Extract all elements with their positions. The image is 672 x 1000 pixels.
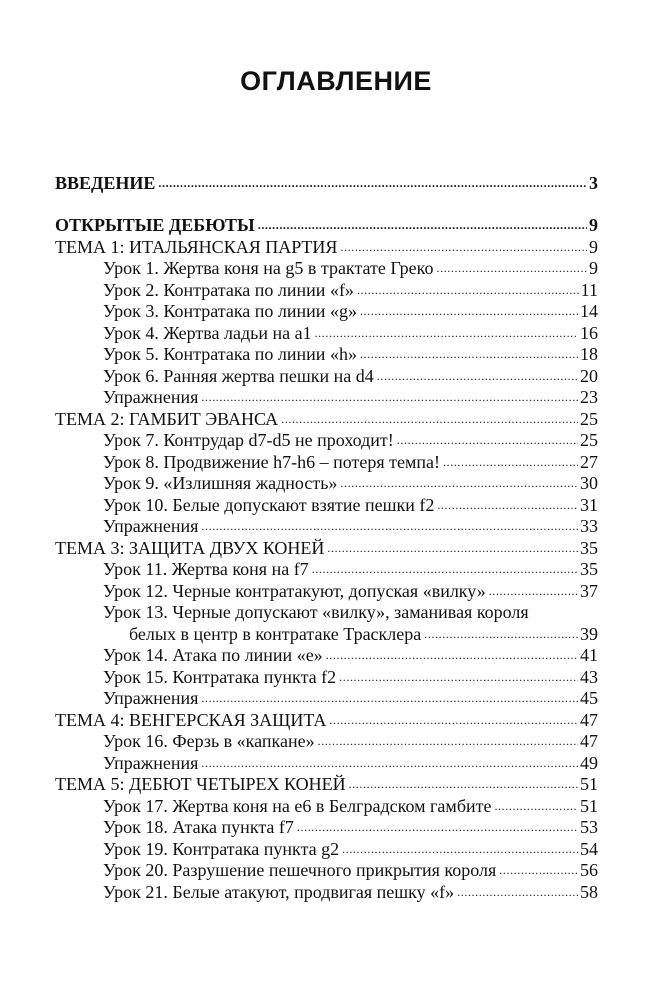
toc-entry-page: 49 <box>580 752 598 773</box>
dot-leader <box>494 795 578 817</box>
dot-leader <box>457 881 578 903</box>
toc-entry-label: Урок 15. Контратака пункта f2 <box>103 666 337 687</box>
toc-entry <box>103 730 598 752</box>
toc-entry-label: Урок 4. Жертва ладьи на a1 <box>103 322 312 343</box>
dot-leader <box>342 838 578 860</box>
toc-entry <box>103 881 598 903</box>
toc-entry <box>103 343 598 365</box>
toc-entry-page: 51 <box>580 795 598 816</box>
toc-entry-page: 53 <box>580 817 598 837</box>
toc-entry-page: 33 <box>580 516 598 536</box>
toc-entry-page: 43 <box>580 666 598 687</box>
toc-entry-page: 20 <box>580 365 598 386</box>
toc-entry-label: Урок 20. Разрушение пешечного прикрытия короля <box>103 860 497 880</box>
toc-entry <box>103 558 598 580</box>
dot-leader <box>315 322 578 344</box>
dot-leader <box>349 773 578 795</box>
dot-leader <box>201 386 578 408</box>
dot-leader <box>281 408 578 430</box>
toc-entry-label: Урок 8. Продвижение h7-h6 – потеря темпа! <box>103 451 441 472</box>
toc-entry <box>103 279 598 301</box>
toc-entry-label: Упражнения <box>103 516 199 536</box>
toc-entry-label: ОТКРЫТЫЕ ДЕБЮТЫ <box>55 215 255 235</box>
toc-entry-page: 3 <box>589 173 598 193</box>
dot-leader <box>397 429 578 451</box>
dot-leader <box>326 644 578 666</box>
toc-entry-label: Урок 10. Белые допускают взятие пешки f2 <box>103 494 435 515</box>
toc-entry <box>103 472 598 494</box>
dot-leader <box>297 816 578 838</box>
toc-entry-label: Урок 5. Контратака по линии «h» <box>103 344 357 364</box>
dot-leader <box>327 537 578 559</box>
dot-leader <box>360 300 578 322</box>
dot-leader <box>424 623 578 645</box>
toc-entry-page: 9 <box>589 258 598 278</box>
dot-leader <box>340 236 587 258</box>
toc-entry-label: Урок 17. Жертва коня на e6 в Белградском гамбите <box>103 795 492 816</box>
toc-entry <box>103 300 598 322</box>
toc-entry-page: 18 <box>580 344 598 364</box>
toc-entry-page: 16 <box>580 322 598 343</box>
toc-entry-label: Урок 1. Жертва коня на g5 в трактате Греко <box>103 258 434 278</box>
toc-entry <box>103 451 598 473</box>
dot-leader <box>357 279 579 301</box>
toc-entry-label: Урок 9. «Излишняя жадность» <box>103 473 338 493</box>
dot-leader <box>437 257 588 279</box>
toc-entry <box>103 580 598 602</box>
dot-leader <box>201 687 578 709</box>
toc-entry <box>103 795 598 817</box>
dot-leader <box>329 709 578 731</box>
toc-entry <box>103 257 598 279</box>
toc-entry <box>55 709 598 731</box>
toc-entry-label: Урок 16. Ферзь в «капкане» <box>103 731 315 751</box>
toc-entry <box>55 172 598 194</box>
dot-leader <box>499 859 578 881</box>
toc-entry <box>103 859 598 881</box>
toc-entry-page: 35 <box>580 537 598 558</box>
dot-leader <box>318 730 578 752</box>
toc-entry <box>103 429 598 451</box>
toc-entry-page: 9 <box>589 236 598 257</box>
toc-entry-page: 51 <box>580 774 598 794</box>
toc-entry-page: 47 <box>580 709 598 730</box>
toc-entry-page: 9 <box>589 215 598 235</box>
toc-entry-page: 35 <box>580 559 598 579</box>
toc-entry-page: 31 <box>580 494 598 515</box>
toc-entry <box>103 666 598 688</box>
toc-entry <box>103 494 598 516</box>
toc-entry-label: ТЕМА 1: ИТАЛЬЯНСКАЯ ПАРТИЯ <box>55 236 338 257</box>
toc-entry-page: 25 <box>580 408 598 429</box>
toc-entry-label: белых в центр в контратаке Трасклера <box>129 623 422 644</box>
toc-entry-page: 58 <box>580 881 598 902</box>
toc-entry <box>103 515 598 537</box>
toc-entry <box>103 816 598 838</box>
toc-entry-label: Урок 14. Атака по линии «e» <box>103 645 323 665</box>
toc-entry <box>55 214 598 236</box>
toc-entry-page: 39 <box>580 623 598 644</box>
dot-leader <box>340 472 578 494</box>
toc-entry-label: ТЕМА 2: ГАМБИТ ЭВАНСА <box>55 408 279 429</box>
toc-entry-label: Урок 12. Черные контратакуют, допуская «вилку» <box>103 580 486 601</box>
toc-entry <box>103 386 598 408</box>
page-title: ОГЛАВЛЕНИЕ <box>240 66 432 96</box>
toc-entry-page: 41 <box>580 645 598 665</box>
dot-leader <box>443 451 578 473</box>
toc-entry-page: 45 <box>580 688 598 708</box>
toc-entry-label: ТЕМА 4: ВЕНГЕРСКАЯ ЗАЩИТА <box>55 709 327 730</box>
toc-entry-label: Урок 2. Контратака по линии «f» <box>103 279 354 300</box>
dot-leader <box>201 515 578 537</box>
toc-entry-label: Упражнения <box>103 387 199 407</box>
toc-entry-page: 27 <box>580 451 598 472</box>
toc-entry-page: 23 <box>580 387 598 407</box>
toc-entry-page: 30 <box>580 473 598 493</box>
toc-entry-label: Урок 18. Атака пункта f7 <box>103 817 294 837</box>
toc-entry <box>103 322 598 344</box>
toc-entry-label: Урок 21. Белые атакуют, продвигая пешку «f» <box>103 881 455 902</box>
dot-leader <box>312 558 578 580</box>
toc-entry <box>103 752 598 774</box>
toc-entry-page: 54 <box>580 838 598 859</box>
toc-entry-label: ВВЕДЕНИЕ <box>55 173 156 193</box>
toc-entry <box>103 687 598 709</box>
toc-entry-label: Упражнения <box>103 688 199 708</box>
toc-entry <box>55 773 598 795</box>
toc-entry <box>103 365 598 387</box>
toc-entry <box>103 838 598 860</box>
toc-entry-label: Урок 7. Контрудар d7-d5 не проходит! <box>103 430 394 450</box>
toc-entry-page: 56 <box>580 860 598 880</box>
dot-leader <box>437 494 578 516</box>
toc-entry-label: Урок 13. Черные допускают «вилку», заманивая короля <box>103 602 529 622</box>
toc-entry <box>55 537 598 559</box>
toc-entry-page: 25 <box>580 430 598 450</box>
dot-leader <box>377 365 578 387</box>
toc-entry-page: 37 <box>580 580 598 601</box>
dot-leader <box>489 580 578 602</box>
dot-leader <box>339 666 578 688</box>
toc-entry-label: Упражнения <box>103 752 199 773</box>
toc-entry-page: 11 <box>580 279 598 300</box>
toc-entry-page: 47 <box>580 731 598 751</box>
toc-entry-label: ТЕМА 5: ДЕБЮТ ЧЕТЫРЕХ КОНЕЙ <box>55 774 346 794</box>
toc-entry-label: Урок 3. Контратака по линии «g» <box>103 301 357 321</box>
toc-entry <box>55 236 598 258</box>
toc-entry-label: ТЕМА 3: ЗАЩИТА ДВУХ КОНЕЙ <box>55 537 325 558</box>
dot-leader <box>201 752 578 774</box>
toc-entry-label: Урок 6. Ранняя жертва пешки на d4 <box>103 365 374 386</box>
toc-entry-page: 14 <box>580 301 598 321</box>
toc-entry-label: Урок 19. Контратака пункта g2 <box>103 838 340 859</box>
dot-leader <box>158 172 587 194</box>
toc-entry <box>103 601 598 623</box>
toc-entry <box>103 644 598 666</box>
toc-entry <box>129 623 598 645</box>
toc-entry <box>55 408 598 430</box>
dot-leader <box>258 214 587 236</box>
dot-leader <box>360 343 578 365</box>
toc-entry-label: Урок 11. Жертва коня на f7 <box>103 559 309 579</box>
